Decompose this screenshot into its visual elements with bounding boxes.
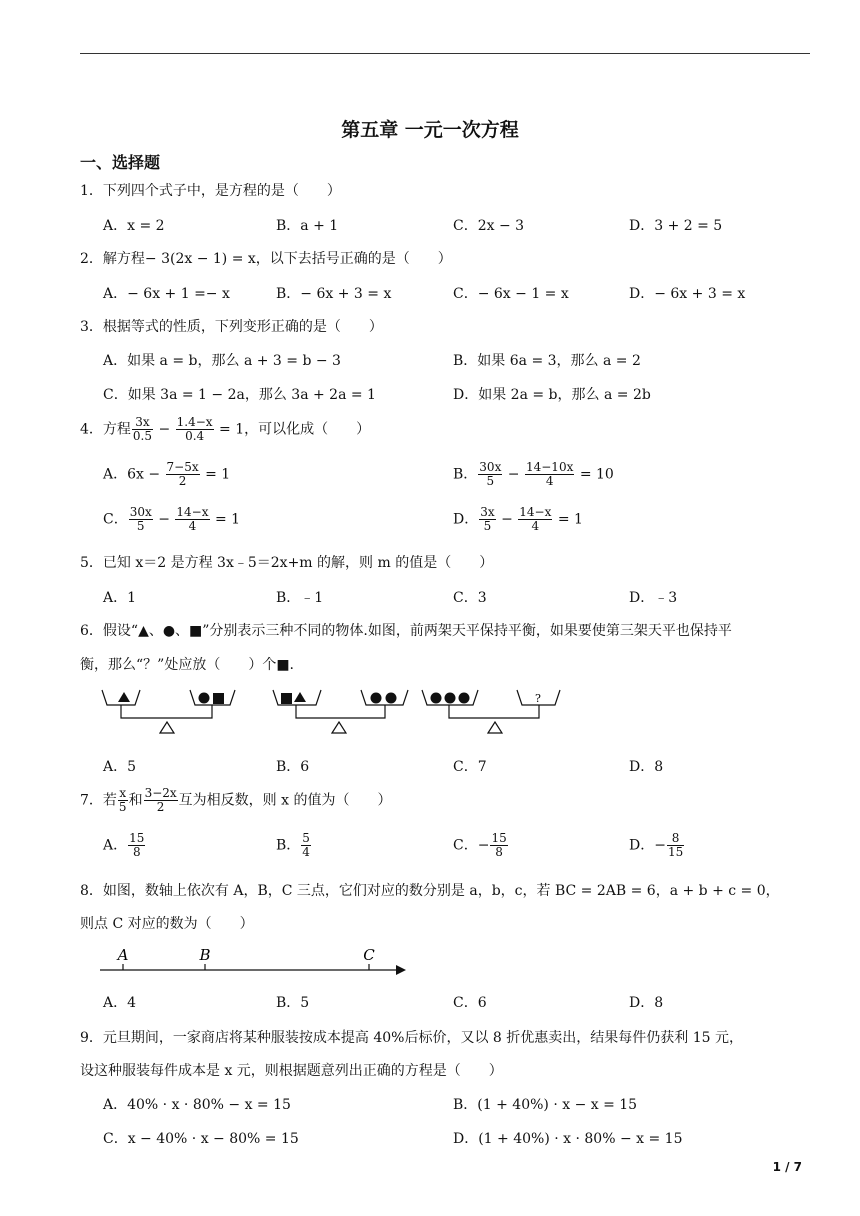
fraction: $\frac{3x}{0.5}$ bbox=[132, 415, 153, 443]
q5-option-c: C．3 bbox=[453, 590, 487, 606]
square-icon bbox=[281, 693, 292, 704]
q7-option-b: B． $\frac{5}{4}$ bbox=[276, 831, 310, 859]
q7-option-d: D．− $\frac{8}{15}$ bbox=[629, 831, 684, 859]
question-6-line2: 衡，那么“？”处应放（ ）个■. bbox=[80, 657, 294, 673]
q3-option-b: B．如果 6a = 3，那么 a = 2 bbox=[453, 353, 641, 369]
square-icon bbox=[213, 693, 224, 704]
circle-icon bbox=[199, 693, 210, 704]
question-3-stem: 3．根据等式的性质，下列变形正确的是（ ） bbox=[80, 319, 383, 335]
q8-option-a: A．4 bbox=[103, 995, 137, 1011]
q4-option-c: C． $\frac{30x}{5}$ − $\frac{14-x}{4}$ = 1 bbox=[103, 505, 241, 533]
question-mark: ? bbox=[535, 692, 541, 705]
q2-option-c: C．− 6x − 1 = x bbox=[453, 286, 569, 302]
q8-option-d: D．8 bbox=[629, 995, 664, 1011]
page-number: 1 / 7 bbox=[772, 1160, 802, 1174]
balance-scales-figure bbox=[95, 685, 575, 737]
q9-option-b: B．(1 + 40%) · x − x = 15 bbox=[453, 1097, 638, 1113]
question-7-stem: 7．若 $\frac{x}{5}$ 和 $\frac{3-2x}{2}$ 互为相反数，则 x 的值为（ ） bbox=[80, 786, 392, 814]
circle-icon bbox=[459, 693, 470, 704]
point-label-a: A bbox=[117, 946, 129, 964]
q8-option-c: C．6 bbox=[453, 995, 487, 1011]
q4-option-b: B． $\frac{30x}{5}$ − $\frac{14-10x}{4}$ = 10 bbox=[453, 460, 614, 488]
fraction: $\frac{1.4-x}{0.4}$ bbox=[176, 415, 213, 443]
question-6-line1: 6．假设“▲、●、■”分别表示三种不同的物体.如图，前两架天平保持平衡，如果要使第三架天平也保持平 bbox=[80, 623, 732, 639]
q5-option-a: A．1 bbox=[103, 590, 137, 606]
q4-option-a: A．6x − $\frac{7-5x}{2}$ = 1 bbox=[103, 460, 231, 488]
q6-option-a: A．5 bbox=[103, 759, 137, 775]
circle-icon bbox=[386, 693, 397, 704]
header-rule bbox=[80, 53, 810, 54]
q6-option-c: C．7 bbox=[453, 759, 487, 775]
q5-option-b: B．﹣1 bbox=[276, 590, 324, 606]
q9-option-d: D．(1 + 40%) · x · 80% − x = 15 bbox=[453, 1131, 683, 1147]
circle-icon bbox=[445, 693, 456, 704]
q8-option-b: B．5 bbox=[276, 995, 310, 1011]
question-5-stem: 5．已知 x＝2 是方程 3x﹣5＝2x+m 的解，则 m 的值是（ ） bbox=[80, 555, 494, 571]
q6-option-b: B．6 bbox=[276, 759, 310, 775]
question-4-stem: 4．方程 $\frac{3x}{0.5}$ − $\frac{1.4-x}{0.4}$ = 1，可以化成（ ） bbox=[80, 415, 371, 443]
point-label-c: C bbox=[363, 946, 375, 964]
question-1-stem: 1．下列四个式子中，是方程的是（ ） bbox=[80, 183, 341, 199]
q2-option-a: A．− 6x + 1 =− x bbox=[103, 286, 230, 302]
q7-option-c: C．− $\frac{15}{8}$ bbox=[453, 831, 507, 859]
q3-option-c: C．如果 3a = 1 − 2a，那么 3a + 2a = 1 bbox=[103, 387, 376, 403]
question-9-line1: 9．元旦期间，一家商店将某种服装按成本提高 40%后标价，又以 8 折优惠卖出，结果每件仍获利 15 元， bbox=[80, 1030, 743, 1046]
q2-option-d: D．− 6x + 3 = x bbox=[629, 286, 746, 302]
triangle-icon bbox=[118, 692, 130, 702]
question-8-line2: 则点 C 对应的数为（ ） bbox=[80, 916, 254, 932]
section-heading: 一、选择题 bbox=[80, 153, 161, 172]
q6-option-d: D．8 bbox=[629, 759, 664, 775]
question-2-stem: 2．解方程− 3(2x − 1) = x，以下去括号正确的是（ ） bbox=[80, 251, 452, 267]
point-label-b: B bbox=[199, 946, 211, 964]
question-8-line1: 8．如图，数轴上依次有 A，B，C 三点，它们对应的数分别是 a，b，c，若 BC = 2AB = 6，a + b + c = 0， bbox=[80, 883, 780, 899]
q9-option-a: A．40% · x · 80% − x = 15 bbox=[103, 1097, 291, 1113]
q3-option-a: A．如果 a = b，那么 a + 3 = b − 3 bbox=[103, 353, 341, 369]
q1-option-c: C．2x − 3 bbox=[453, 218, 525, 234]
q3-option-d: D．如果 2a = b，那么 a = 2b bbox=[453, 387, 651, 403]
triangle-icon bbox=[294, 692, 306, 702]
circle-icon bbox=[431, 693, 442, 704]
q9-option-c: C．x − 40% · x − 80% = 15 bbox=[103, 1131, 299, 1147]
q2-option-b: B．− 6x + 3 = x bbox=[276, 286, 392, 302]
page-title: 第五章 一元一次方程 bbox=[341, 119, 519, 141]
number-line-figure bbox=[98, 943, 410, 983]
arrow-icon bbox=[396, 965, 406, 975]
q7-option-a: A． $\frac{15}{8}$ bbox=[103, 831, 145, 859]
q4-option-d: D． $\frac{3x}{5}$ − $\frac{14-x}{4}$ = 1 bbox=[453, 505, 583, 533]
q1-option-d: D．3 + 2 = 5 bbox=[629, 218, 723, 234]
q1-option-a: A．x = 2 bbox=[103, 218, 165, 234]
circle-icon bbox=[371, 693, 382, 704]
q1-option-b: B．a + 1 bbox=[276, 218, 339, 234]
question-9-line2: 设这种服装每件成本是 x 元，则根据题意列出正确的方程是（ ） bbox=[80, 1063, 503, 1079]
q5-option-d: D．﹣3 bbox=[629, 590, 678, 606]
